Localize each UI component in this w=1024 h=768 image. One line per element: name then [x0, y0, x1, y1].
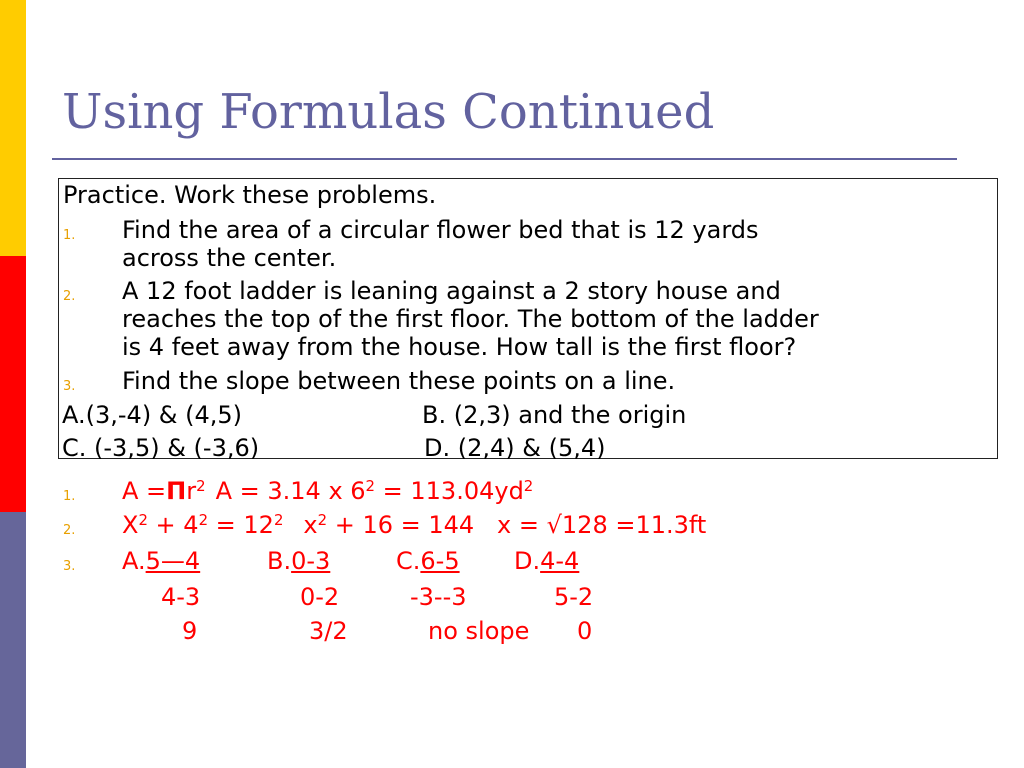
answer-3-a-denominator: 4-3 — [161, 583, 201, 611]
problem-2-line-3: is 4 feet away from the house. How tall is the first floor? — [122, 333, 797, 361]
answer-3-b-label: B. — [267, 547, 292, 575]
answer-2-x2: x — [303, 511, 318, 539]
answer-3-d-denominator: 5-2 — [554, 583, 594, 611]
answer-3-d-result: 0 — [577, 617, 593, 645]
answer-3-c — [396, 547, 460, 575]
radius-symbol: r — [186, 477, 197, 505]
answer-3-c-label: C. — [396, 547, 421, 575]
answer-3-b-denominator: 0-2 — [300, 583, 340, 611]
answer-1-number: 1. — [63, 489, 76, 504]
answer-1-exp: 2 — [196, 476, 206, 495]
left-accent-bar-yellow — [0, 0, 26, 256]
answer-3-b-numerator: 0-3 — [291, 547, 331, 575]
problem-3-line-1: Find the slope between these points on a line. — [122, 367, 676, 395]
answer-3-c-numerator: 6-5 — [420, 547, 460, 575]
answer-1-result: = 113.04yd — [375, 477, 524, 505]
answer-3-d-numerator: 4-4 — [540, 547, 580, 575]
answer-3-b — [267, 547, 330, 575]
answer-1-lhs: A = — [122, 477, 167, 505]
answer-3-a-label: A. — [122, 547, 146, 575]
answer-2-four-exp: 2 — [198, 510, 209, 529]
problem-1-line-2: across the center. — [122, 244, 337, 272]
problem-1-number: 1. — [63, 228, 76, 243]
answer-3-a — [122, 547, 200, 575]
problem-2-line-1: A 12 foot ladder is leaning against a 2 story house and — [122, 277, 781, 305]
slide-title: Using Formulas Continued — [62, 84, 715, 140]
answer-3-a-numerator: 5—4 — [145, 547, 201, 575]
answer-1-calc: A = 3.14 x 6 — [215, 477, 366, 505]
answer-3-c-result: no slope — [428, 617, 530, 645]
option-d: D. (2,4) & (5,4) — [424, 434, 606, 462]
answer-2-x2-exp: 2 — [317, 510, 328, 529]
answer-2-x: X — [122, 511, 139, 539]
answer-2-x-exp: 2 — [138, 510, 148, 529]
answer-2-number: 2. — [63, 523, 76, 538]
problem-2-line-2: reaches the top of the first floor. The bottom of the ladder — [122, 305, 819, 333]
answer-2-rest: + 16 = 144 x = √128 =11.3ft — [327, 511, 707, 539]
answer-1-exp2: 2 — [365, 476, 376, 495]
answer-2-plus4: + 4 — [147, 511, 199, 539]
title-underline — [52, 158, 957, 160]
problem-3-number: 3. — [63, 379, 76, 394]
problem-1-line-1: Find the area of a circular flower bed that is 12 yards — [122, 216, 759, 244]
answer-3-b-result: 3/2 — [309, 617, 348, 645]
left-accent-bar-purple — [0, 512, 26, 768]
pi-symbol: Π — [166, 477, 187, 505]
answer-3-c-denominator: -3--3 — [410, 583, 467, 611]
option-b: B. (2,3) and the origin — [422, 401, 687, 429]
answer-2 — [122, 511, 706, 539]
answer-3-d-label: D. — [514, 547, 541, 575]
answer-1-unit-exp: 2 — [523, 476, 534, 495]
answer-3-d — [514, 547, 579, 575]
answer-2-twelve-exp: 2 — [273, 510, 284, 529]
problem-2-number: 2. — [63, 289, 76, 304]
option-a: A.(3,-4) & (4,5) — [62, 401, 243, 429]
practice-intro: Practice. Work these problems. — [63, 181, 437, 209]
left-accent-bar-red — [0, 256, 26, 512]
answer-3-a-result: 9 — [182, 617, 198, 645]
answer-3-number: 3. — [63, 559, 76, 574]
answer-2-eq12: = 12 — [208, 511, 274, 539]
option-c: C. (-3,5) & (-3,6) — [62, 434, 260, 462]
answer-1 — [122, 477, 533, 505]
